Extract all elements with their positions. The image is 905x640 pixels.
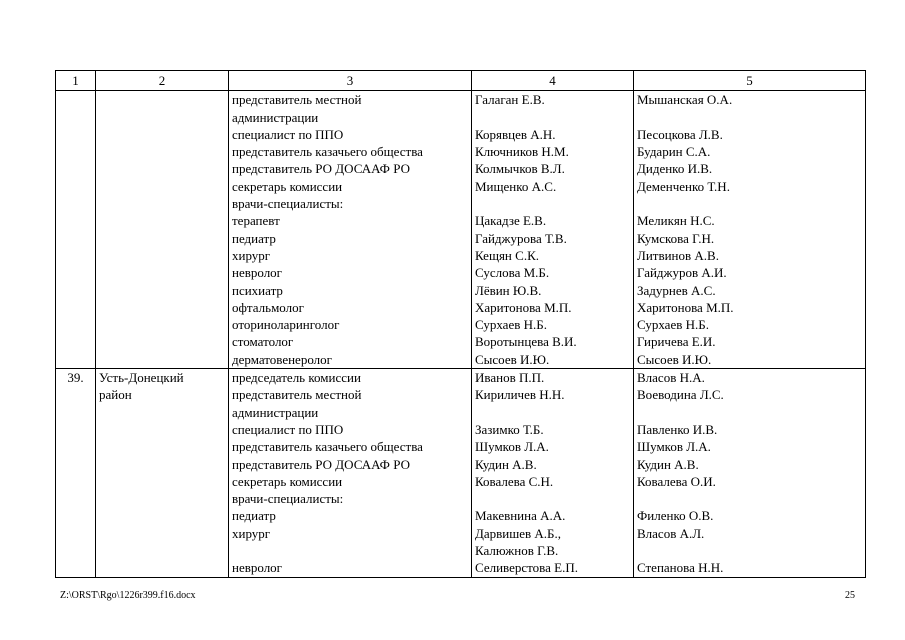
reserve-line: Гайджуров А.И.	[637, 265, 727, 281]
row-number	[56, 91, 96, 369]
member-line: Кудин А.В.	[475, 456, 537, 472]
reserve-line: Степанова Н.Н.	[637, 560, 724, 576]
member-line: Суслова М.Б.	[475, 265, 550, 281]
role-line: администрации	[232, 109, 319, 125]
reserves-cell	[634, 91, 866, 369]
role-line: педиатр	[232, 508, 276, 524]
member-line: Шумков Л.А.	[475, 439, 549, 455]
member-line: Макевнина А.А.	[475, 508, 566, 524]
header-col-4: 4	[472, 71, 634, 91]
reserve-line: Филенко О.В.	[637, 508, 714, 524]
role-line: специалист по ППО	[232, 126, 344, 142]
role-line: оториноларинголог	[232, 317, 340, 333]
member-line: Лёвин Ю.В.	[475, 282, 542, 298]
reserve-line: Меликян Н.С.	[637, 213, 715, 229]
member-line: Иванов П.П.	[475, 370, 545, 386]
reserve-line: Сысоев И.Ю.	[637, 351, 712, 367]
header-col-3: 3	[229, 71, 472, 91]
role-line: секретарь комиссии	[232, 473, 343, 489]
reserve-line: Мышанская О.А.	[637, 92, 733, 108]
member-line: Корявцев А.Н.	[475, 126, 556, 142]
commission-table	[55, 70, 866, 578]
reserve-line: Власов Н.А.	[637, 370, 705, 386]
role-line	[232, 542, 468, 559]
member-line	[475, 109, 630, 126]
reserve-line: Литвинов А.В.	[637, 247, 719, 263]
district-cell	[96, 369, 229, 578]
reserve-line: Воеводина Л.С.	[637, 387, 724, 403]
reserve-line: Ковалева О.И.	[637, 473, 716, 489]
member-line: Кещян С.К.	[475, 247, 539, 263]
member-line: Колмычков В.Л.	[475, 161, 565, 177]
role-line: администрации	[232, 404, 319, 420]
member-line: Ковалева С.Н.	[475, 473, 554, 489]
member-line: Ключников Н.М.	[475, 144, 569, 160]
reserves-cell	[634, 369, 866, 578]
role-line: представитель казачьего общества	[232, 144, 423, 160]
member-line	[475, 490, 630, 507]
district-cell	[96, 91, 229, 369]
role-line: психиатр	[232, 282, 283, 298]
member-line: Цакадзе Е.В.	[475, 213, 547, 229]
role-line: хирург	[232, 525, 271, 541]
role-line: терапевт	[232, 213, 280, 229]
reserve-line: Харитонова М.П.	[637, 299, 734, 315]
role-line: врачи-специалисты:	[232, 491, 344, 507]
header-row	[56, 71, 866, 91]
role-line: представитель казачьего общества	[232, 439, 423, 455]
reserve-line: Кумскова Г.Н.	[637, 230, 715, 246]
member-line: Харитонова М.П.	[475, 299, 572, 315]
member-line: Калюжнов Г.В.	[475, 543, 559, 559]
reserve-line	[637, 404, 862, 421]
reserve-line: Гиричева Е.И.	[637, 334, 716, 350]
reserve-line	[637, 542, 862, 559]
reserve-line	[637, 195, 862, 212]
reserve-line: Песоцкова Л.В.	[637, 126, 723, 142]
role-line: председатель комиссии	[232, 370, 361, 386]
reserve-line: Сурхаев Н.Б.	[637, 317, 709, 333]
member-line	[475, 195, 630, 212]
role-line: представитель РО ДОСААФ РО	[232, 456, 410, 472]
role-line: педиатр	[232, 230, 276, 246]
members-cell	[472, 91, 634, 369]
reserve-line: Кудин А.В.	[637, 456, 699, 472]
roles-cell	[229, 91, 472, 369]
role-line: невролог	[232, 560, 283, 576]
reserve-line: Диденко И.В.	[637, 161, 713, 177]
member-line: Селиверстова Е.П.	[475, 560, 578, 576]
member-line	[475, 404, 630, 421]
role-line: дерматовенеролог	[232, 351, 332, 367]
role-line: стоматолог	[232, 334, 294, 350]
row-number: 39.	[56, 369, 96, 578]
reserve-line: Бударин С.А.	[637, 144, 711, 160]
header-col-5: 5	[634, 71, 866, 91]
footer-file-path: Z:\ORST\Rgo\1226r399.f16.docx	[60, 590, 196, 601]
reserve-line: Деменченко Т.Н.	[637, 178, 730, 194]
reserve-line: Павленко И.В.	[637, 421, 718, 437]
reserve-line: Задурнев А.С.	[637, 282, 716, 298]
role-line: секретарь комиссии	[232, 178, 343, 194]
member-line: Сурхаев Н.Б.	[475, 317, 547, 333]
table-row	[56, 91, 866, 369]
district-line: район	[99, 387, 132, 403]
reserve-line	[637, 490, 862, 507]
member-line: Кириличев Н.Н.	[475, 387, 565, 403]
header-col-2: 2	[96, 71, 229, 91]
role-line: невролог	[232, 265, 283, 281]
roles-cell	[229, 369, 472, 578]
role-line: врачи-специалисты:	[232, 196, 344, 212]
reserve-line: Власов А.Л.	[637, 525, 705, 541]
role-line: представитель местной	[232, 92, 362, 108]
role-line: специалист по ППО	[232, 421, 344, 437]
member-line: Зазимко Т.Б.	[475, 421, 544, 437]
role-line: хирург	[232, 247, 271, 263]
member-line: Воротынцева В.И.	[475, 334, 577, 350]
district-line: Усть-Донецкий	[99, 370, 184, 386]
member-line: Сысоев И.Ю.	[475, 351, 550, 367]
role-line: представитель РО ДОСААФ РО	[232, 161, 410, 177]
members-cell	[472, 369, 634, 578]
reserve-line	[637, 109, 862, 126]
table-row	[56, 369, 866, 578]
header-col-1: 1	[56, 71, 96, 91]
member-line: Мищенко А.С.	[475, 178, 557, 194]
member-line: Дарвишев А.Б.,	[475, 525, 562, 541]
member-line: Гайджурова Т.В.	[475, 230, 567, 246]
reserve-line: Шумков Л.А.	[637, 439, 711, 455]
role-line: офтальмолог	[232, 299, 304, 315]
member-line: Галаган Е.В.	[475, 92, 545, 108]
role-line: представитель местной	[232, 387, 362, 403]
footer-page-number: 25	[845, 590, 855, 601]
